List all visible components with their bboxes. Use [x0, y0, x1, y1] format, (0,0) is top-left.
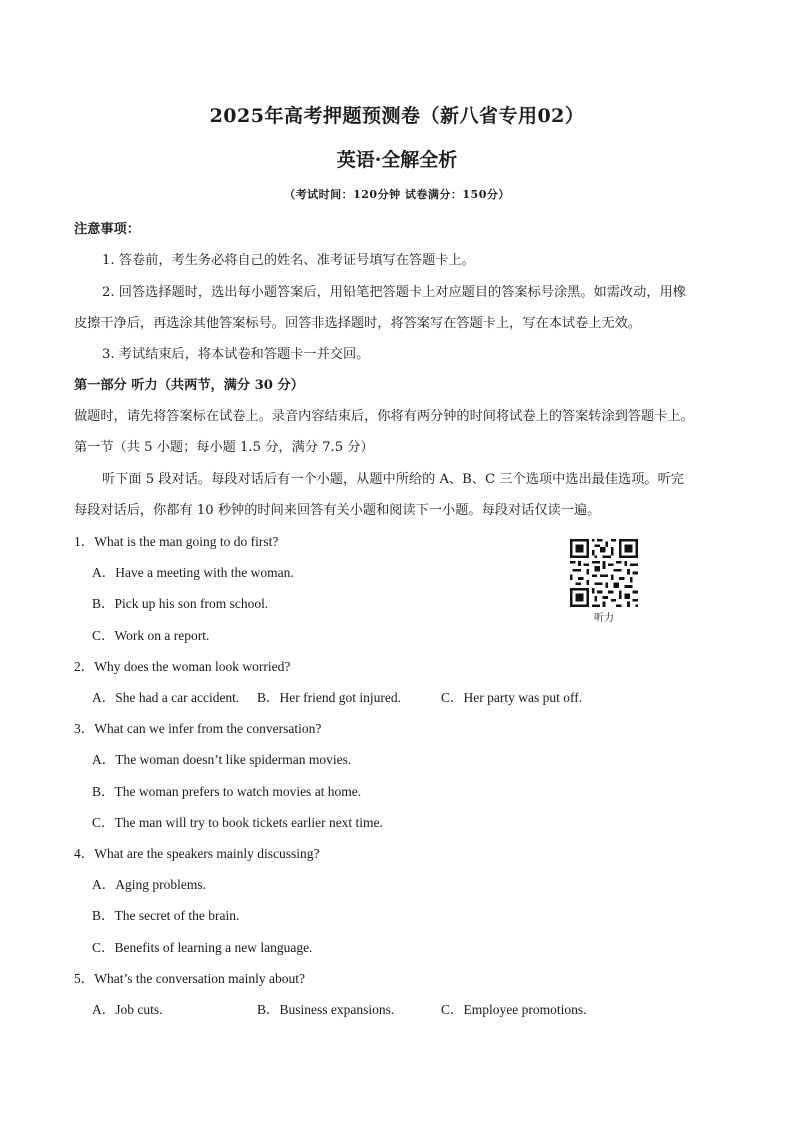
question-3-option-a[interactable]: A．The woman doesn’t like spiderman movies. [92, 752, 352, 767]
question-4-option-b[interactable]: B．The secret of the brain. [92, 908, 240, 923]
page-subtitle: 英语·全解全析 [336, 149, 458, 171]
question-4-option-a[interactable]: A．Aging problems. [92, 877, 206, 892]
question-2: 2．Why does the woman look worried? [74, 659, 291, 674]
question-4: 4．What are the speakers mainly discussing? [74, 846, 320, 861]
question-4-option-c[interactable]: C．Benefits of learning a new language. [92, 940, 313, 955]
part1-instruction: 做题时，请先将答案标在试卷上。录音内容结束后，你将有两分钟的时间将试卷上的答案转涂到答题卡上。 [74, 409, 694, 424]
question-3-option-b[interactable]: B．The woman prefers to watch movies at home. [92, 784, 362, 799]
question-3-option-c[interactable]: C．The man will try to book tickets earlier next time. [92, 815, 383, 830]
question-1: 1．What is the man going to do first? [74, 534, 279, 549]
section1-instruction-line2: 每段对话后，你都有 10 秒钟的时间来回答有关小题和阅读下一小题。每段对话仅读一遍。 [74, 503, 601, 518]
notes-item-3: 3. 考试结束后，将本试卷和答题卡一并交回。 [102, 347, 370, 362]
question-1-option-a[interactable]: A．Have a meeting with the woman. [92, 565, 294, 580]
question-1-option-b[interactable]: B．Pick up his son from school. [92, 596, 269, 611]
notes-item-2-line1: 2. 回答选择题时，选出每小题答案后，用铅笔把答题卡上对应题目的答案标号涂黑。如需改动，用橡 [102, 285, 686, 300]
question-2-option-b[interactable]: B．Her friend got injured. [257, 690, 401, 705]
question-2-option-c[interactable]: C．Her party was put off. [441, 690, 583, 705]
exam-info: （考试时间：120分钟 试卷满分：150分） [284, 188, 510, 201]
section1-instruction-line1: 听下面 5 段对话。每段对话后有一个小题，从题中所给的 A、B、C 三个选项中选出最佳选项。听完 [102, 472, 684, 487]
notes-item-1: 1. 答卷前，考生务必将自己的姓名、准考证号填写在答题卡上。 [102, 253, 475, 268]
question-5-option-c[interactable]: C．Employee promotions. [441, 1002, 587, 1017]
qr-label: 听力 [594, 613, 614, 624]
question-5-option-b[interactable]: B．Business expansions. [257, 1002, 395, 1017]
question-1-option-c[interactable]: C．Work on a report. [92, 628, 210, 643]
question-3: 3．What can we infer from the conversation? [74, 721, 322, 736]
qr-code-icon[interactable] [570, 539, 638, 607]
page-title: 2025年高考押题预测卷（新八省专用02） [209, 105, 585, 127]
notes-heading: 注意事项： [74, 222, 140, 237]
notes-item-2-line2: 皮擦干净后，再选涂其他答案标号。回答非选择题时，将答案写在答题卡上，写在本试卷上无效。 [74, 316, 642, 331]
question-2-option-a[interactable]: A．She had a car accident. [92, 690, 240, 705]
section1-heading: 第一节（共 5 小题；每小题 1.5 分，满分 7.5 分） [74, 440, 374, 455]
question-5: 5．What’s the conversation mainly about? [74, 971, 305, 986]
part1-heading: 第一部分 听力（共两节，满分 30 分） [74, 378, 304, 393]
question-5-option-a[interactable]: A．Job cuts. [92, 1002, 163, 1017]
